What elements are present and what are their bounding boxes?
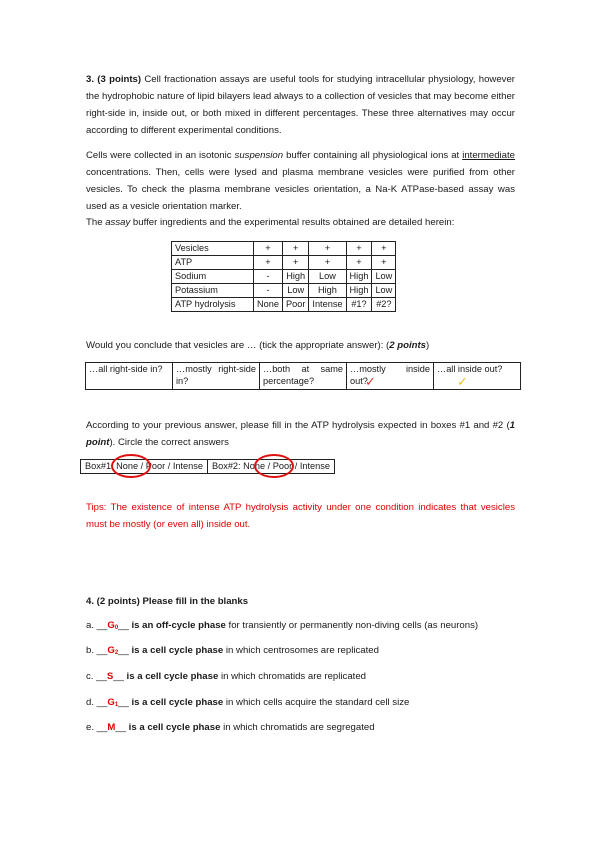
q4-title: 4. (2 points) Please fill in the blanks	[86, 596, 249, 607]
results-table	[171, 241, 396, 312]
option-mostly-right-side-in[interactable]: …mostly right-side in?	[173, 363, 260, 390]
table-cell: +	[346, 256, 372, 270]
q3-assay-paragraph: The assay buffer ingredients and the experimental results obtained are detailed herein:	[86, 217, 455, 228]
table-cell: Low	[309, 270, 346, 284]
box1-cell[interactable]: Box#1: None / Poor / Intense	[81, 460, 208, 474]
table-cell: ATP	[172, 256, 254, 270]
table-cell: Low	[372, 284, 396, 298]
q4-item-b: b. $\_\_G_2\_\_$ is a cell cycle phase in which centrosomes are replicated	[86, 645, 379, 656]
table-cell: Potassium	[172, 284, 254, 298]
table-cell: Intense	[309, 298, 346, 312]
table-cell: +	[372, 242, 396, 256]
q3-fill-instruction: According to your previous answer, please fill in the ATP hydrolysis expected in boxes #1 and #2 (1 point). Circle the correct answers	[86, 420, 515, 448]
table-cell: Vesicles	[172, 242, 254, 256]
q3-intro-paragraph: 3. (3 points) Cell fractionation assays are useful tools for studying intracellular physiology, however the hydrophobic nature of lipid bilayers lead always to a collection of vesicles that may become either right-side in, inside out, or both mixed in different percentages. These three alternatives may occur according to different experimental conditions.	[86, 74, 516, 136]
option-all-right-side-in[interactable]: …all right-side in?	[86, 363, 173, 390]
table-row	[172, 284, 396, 298]
table-cell: Low	[372, 270, 396, 284]
table-cell: High	[309, 284, 346, 298]
table-cell: +	[309, 256, 346, 270]
q4-item-a: a. $\_\_G_0\_\_$ is an off-cycle phase for transiently or permanently non-diving cells (as neurons)	[86, 620, 479, 631]
option-both-same-percentage[interactable]: …both at same percentage?	[260, 363, 347, 390]
table-cell: High	[346, 270, 372, 284]
red-check-icon: ✓	[365, 374, 376, 389]
answer-options-table	[85, 362, 521, 390]
table-cell: None	[254, 298, 283, 312]
option-mostly-inside-out[interactable]	[347, 363, 434, 390]
table-cell: #1?	[346, 298, 372, 312]
table-row	[172, 242, 396, 256]
table-cell: +	[372, 256, 396, 270]
table-row	[172, 256, 396, 270]
table-cell: Low	[282, 284, 308, 298]
table-cell: +	[282, 242, 308, 256]
option-label: …all inside out?	[437, 364, 503, 374]
table-cell: +	[282, 256, 308, 270]
table-cell: -	[254, 284, 283, 298]
tips-note: Tips: The existence of intense ATP hydrolysis activity under one condition indicates that vesicles must be mostly (or even all) inside out.	[86, 502, 515, 530]
table-cell: Sodium	[172, 270, 254, 284]
box2-cell[interactable]: Box#2: None / Poor / Intense	[207, 460, 334, 474]
option-label: …mostly inside out?	[350, 364, 430, 386]
table-cell: Poor	[282, 298, 308, 312]
table-cell: #2?	[372, 298, 396, 312]
option-all-inside-out[interactable]	[434, 363, 521, 390]
table-cell: High	[346, 284, 372, 298]
q4-item-d: d. $\_\_G_1\_\_$ is a cell cycle phase in which cells acquire the standard cell size	[86, 697, 410, 708]
table-cell: High	[282, 270, 308, 284]
table-row	[172, 298, 396, 312]
q3-methods-paragraph: Cells were collected in an isotonic suspension buffer containing all physiological ions at intermediate concentrations. Then, cells were lysed and plasma membrane vesicles were purified from other vesicles. To check the plasma membrane vesicles orientation, a Na-K ATPase-based assay was used as a vesicle orientation marker.	[86, 150, 515, 212]
yellow-check-icon: ✓	[457, 374, 468, 389]
q3-question: Would you conclude that vesicles are … (tick the appropriate answer): (2 points)	[86, 340, 430, 351]
table-row	[172, 270, 396, 284]
table-cell: -	[254, 270, 283, 284]
table-cell: ATP hydrolysis	[172, 298, 254, 312]
table-cell: +	[346, 242, 372, 256]
answer-circle-box1	[111, 454, 151, 478]
table-row	[86, 363, 521, 390]
table-cell: +	[309, 242, 346, 256]
table-cell: +	[254, 256, 283, 270]
table-cell: +	[254, 242, 283, 256]
q4-item-c: c. __S__ is a cell cycle phase in which chromatids are replicated	[86, 671, 367, 682]
q4-item-e: e. __M__ is a cell cycle phase in which chromatids are segregated	[86, 722, 375, 733]
answer-circle-box2	[254, 454, 294, 478]
